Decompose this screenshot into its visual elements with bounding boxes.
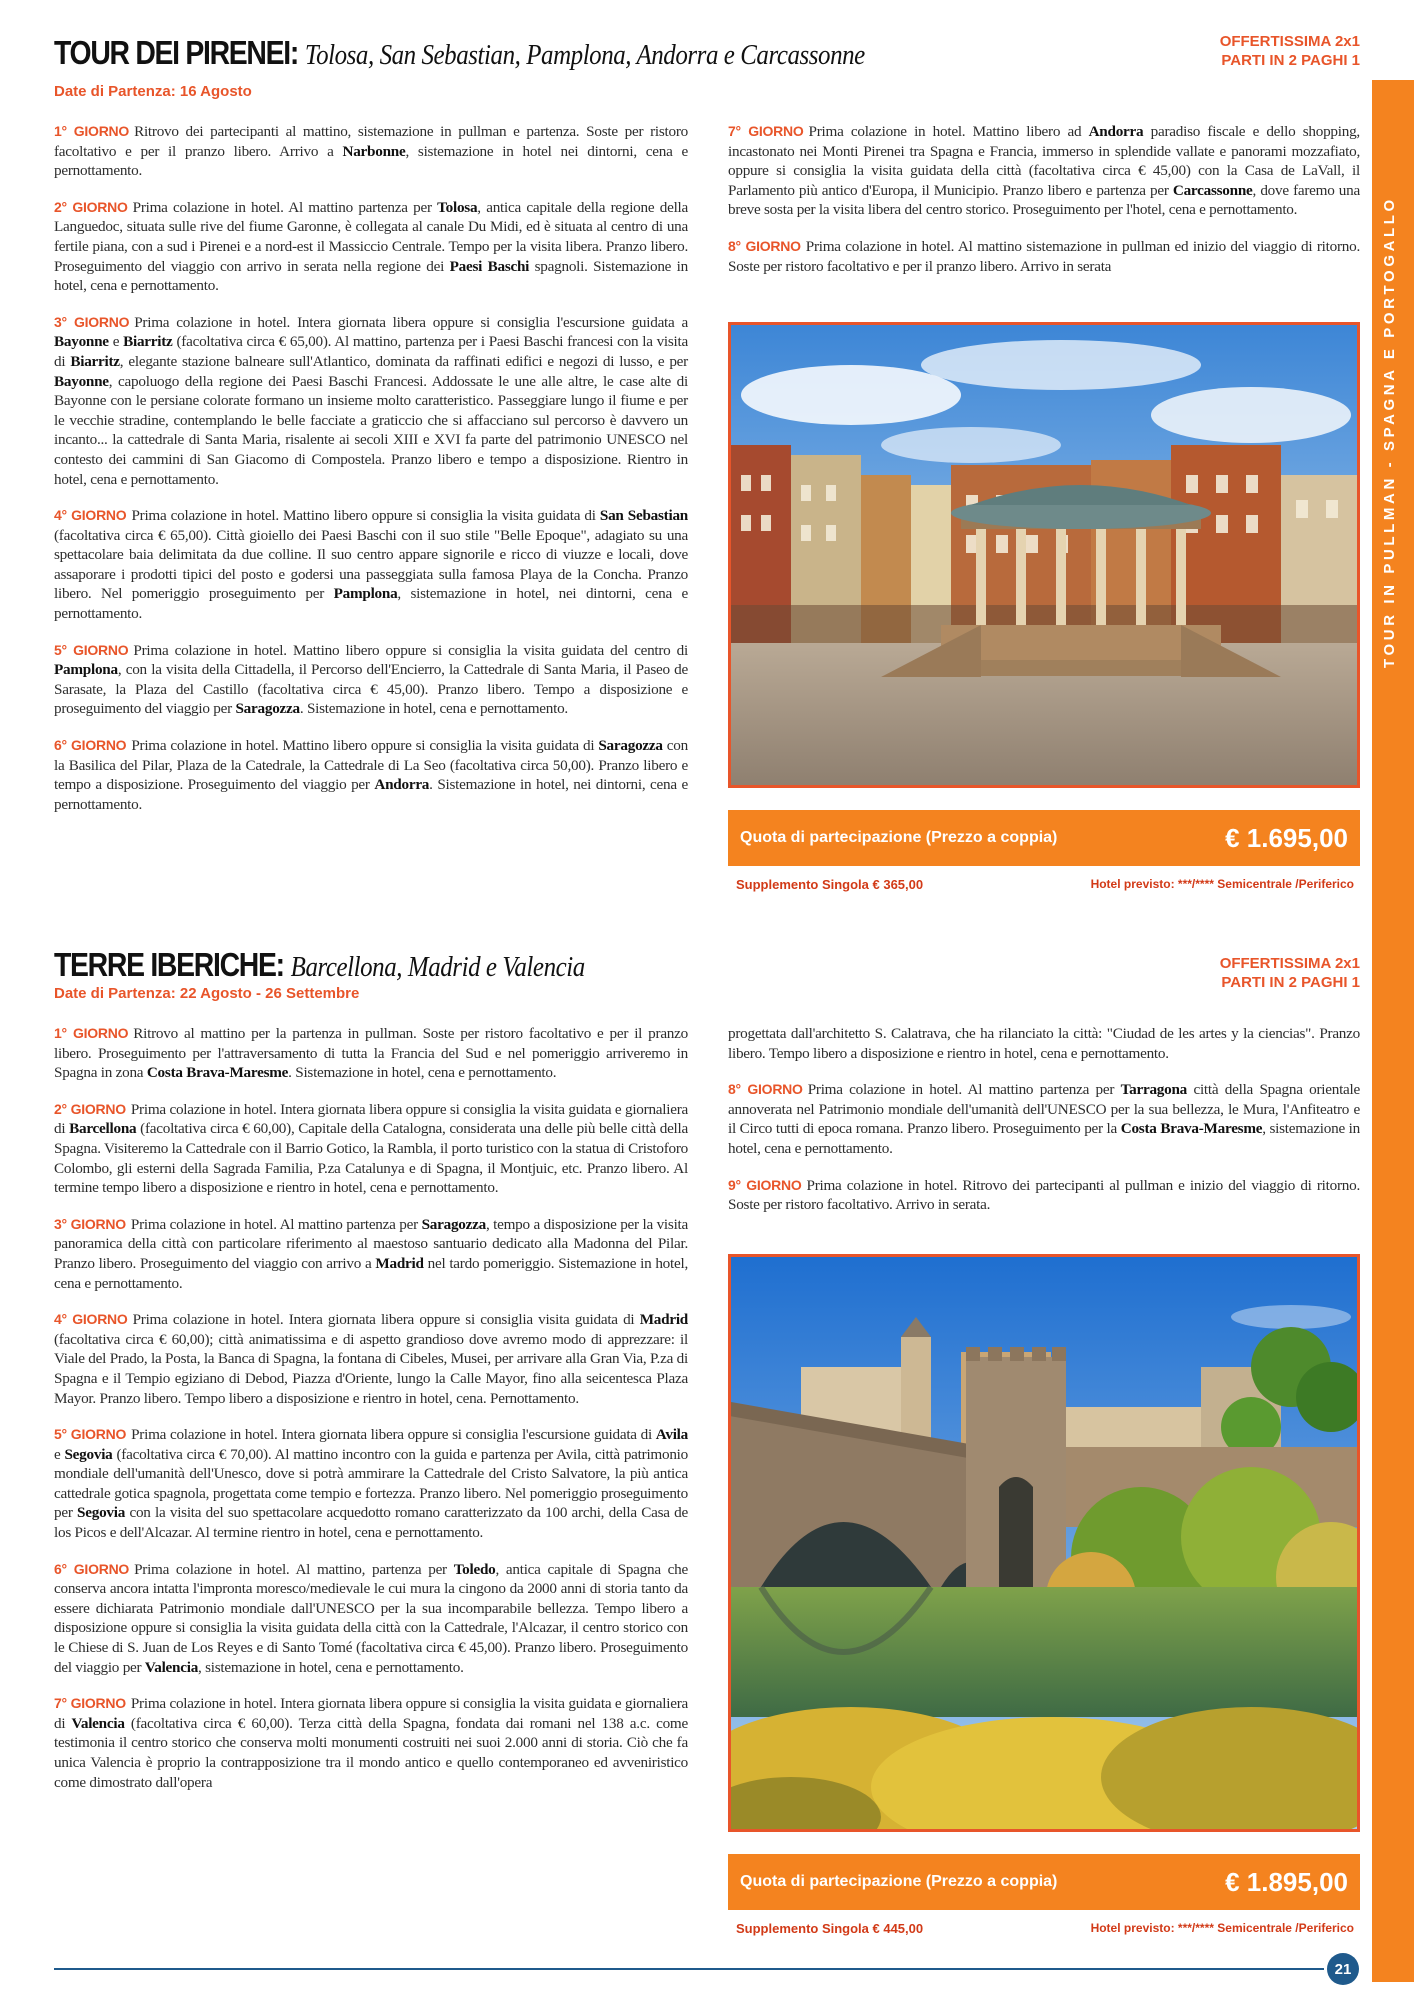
tour2-day6: 6° GIORNO Prima colazione in hotel. Al mattino, partenza per Toledo, antica capitale di Spagna che conserva ancora intatta l'impronta moresco/medievale le cui mura la cingono da 2000 anni di storia tanto da essere dichiarata Patrimonio mondiale dall'UNESCO per la sua incomparabile bellezza. Tempo libero a disposizione oppure si consiglia la visita guidata della città con la Cattedrale, l'Alcazar, il centro storico con le Chiese di S. Juan de Los Reyes e di Santo Tomé (facoltativa circa € 45,00). Pranzo libero. Proseguimento del viaggio per Valencia, sistemazione in hotel, cena e pernottamento. xyxy=(54,1560,688,1676)
tour1-price-bar xyxy=(728,810,1360,866)
tour2-offer-line2: PARTI IN 2 PAGHI 1 xyxy=(1221,974,1360,991)
tour2-day8: 8° GIORNO Prima colazione in hotel. Al mattino partenza per Tarragona città della Spagna orientale annoverata nel Patrimonio mondiale dell'umanità dell'UNESCO per la sua bellezza, le Mura, l'Anfiteatro e il Circo tutti di epoca romana. Pranzo libero. Proseguimento per la Costa Brava-Maresme, sistemazione in hotel, cena e pernottamento. xyxy=(728,1081,1360,1157)
tour1-day1: 1° GIORNO Ritrovo dei partecipanti al mattino, sistemazione in pullman e partenza. Soste per ristoro facoltativo e per il pranzo libero. Arrivo a Narbonne, sistemazione in hotel nei dintorni, cena e pernottamento. xyxy=(54,123,689,180)
toledo-bridge-illustration xyxy=(731,1257,1357,1829)
tour1-day6: 6° GIORNO Prima colazione in hotel. Mattino libero oppure si consiglia la visita guidata di Saragozza con la Basilica del Pilar, Plaza de la Catedrale, la Cattedrale di La Seo (facoltativa circa 50,00). Pranzo libero e tempo a disposizione. Proseguimento del viaggio per Andorra. Sistemazione in hotel, nei dintorni, cena e pernottamento. xyxy=(54,737,688,813)
footer-rule xyxy=(54,1968,1324,1970)
tour2-departure-dates: Date di Partenza: 22 Agosto - 26 Settembre xyxy=(54,985,360,1002)
tour1-supplement: Supplemento Singola € 365,00 xyxy=(736,877,924,892)
tour2-hotel-info: Hotel previsto: ***/**** Semicentrale /Periferico xyxy=(1090,1921,1354,1935)
page-number: 21 xyxy=(1327,1953,1359,1985)
tour2-offer xyxy=(1220,954,1360,992)
tour1-offer-line1: OFFERTISSIMA 2x1 xyxy=(1219,33,1360,50)
tour1-day8: 8° GIORNO Prima colazione in hotel. Al mattino sistemazione in pullman ed inizio del viaggio di ritorno. Soste per ristoro facoltativo e per il pranzo libero. Arrivo in serata xyxy=(728,237,1360,275)
tour1-heading xyxy=(54,34,865,72)
tour1-itinerary-left xyxy=(54,122,688,831)
tour2-title: TERRE IBERICHE: xyxy=(54,946,284,983)
tour1-itinerary-right xyxy=(728,122,1360,293)
tour2-day9: 9° GIORNO Prima colazione in hotel. Ritrovo dei partecipanti al pullman e inizio del viaggio di ritorno. Soste per ristoro facoltativo. Arrivo in serata. xyxy=(728,1176,1360,1214)
tour2-day7-cont: progettata dall'architetto S. Calatrava, che ha rilanciato la città: "Ciudad de les artes y la ciencias". Pranzo libero. Tempo libero a disposizione e rientro in hotel, cena e pernottamento. xyxy=(728,1025,1360,1062)
tour2-offer-line1: OFFERTISSIMA 2x1 xyxy=(1219,955,1360,972)
tour1-price-label: Quota di partecipazione (Prezzo a coppia) xyxy=(740,829,1058,846)
pamplona-plaza-photo xyxy=(728,322,1360,788)
tour2-supplement: Supplemento Singola € 445,00 xyxy=(736,1921,924,1936)
tour2-day5: 5° GIORNO Prima colazione in hotel. Intera giornata libera oppure si consiglia l'escursione guidata di Avila e Segovia (facoltativa circa € 70,00). Al mattino incontro con la guida e partenza per Avila, città patrimonio mondiale dell'umanità dell'Unesco, dove si potrà ammirare la Cattedrale del Cristo Salvatore, la più antica cattedrale gotica spagnola, progettata come tempio e fortezza. Pranzo libero. Nel pomeriggio proseguimento per Segovia con la visita del suo spettacolare acquedotto romano caratterizzato da 100 archi, della Casa de los Picos e dell'Alcazar. Al termine rientro in hotel, cena e pernottamento. xyxy=(54,1426,688,1542)
tour1-subtitle: Tolosa, San Sebastian, Pamplona, Andorra e Carcassonne xyxy=(304,39,865,71)
tour1-hotel-info: Hotel previsto: ***/**** Semicentrale /Periferico xyxy=(1090,877,1354,891)
tour2-subtitle: Barcellona, Madrid e Valencia xyxy=(290,951,585,983)
tour2-day4: 4° GIORNO Prima colazione in hotel. Intera giornata libera oppure si consiglia visita guidata di Madrid (facoltativa circa € 60,00); città animatissima e di aspetto grandioso dove avremo modo di apprezzare: il Viale del Prado, la Posta, la Banca di Spagna, la fontana di Cibeles, Musei, per arrivare alla Gran Via, P.za di Spagna e il Tempio egiziano di Debod, Piazza d'Oriente, lungo la Calle Mayor, fino alla seicentesca Plaza Mayor. Pranzo libero. Tempo libero a disposizione e rientro in hotel, cena. Pernottamento. xyxy=(54,1311,688,1407)
tour1-departure-dates: Date di Partenza: 16 Agosto xyxy=(54,83,252,100)
tour2-price-bar xyxy=(728,1854,1360,1910)
tour2-price-label: Quota di partecipazione (Prezzo a coppia) xyxy=(740,1873,1058,1890)
tour2-day1: 1° GIORNO Ritrovo al mattino per la partenza in pullman. Soste per ristoro facoltativo e per il pranzo libero. Proseguimento per l'attraversamento di tutta la Francia del Sud e nel pomeriggio arriveremo in Spagna in zona Costa Brava-Maresme. Sistemazione in hotel, cena e pernottamento. xyxy=(54,1025,688,1082)
tour1-offer xyxy=(1220,32,1360,70)
tour2-day2: 2° GIORNO Prima colazione in hotel. Intera giornata libera oppure si consiglia la visita guidata e giornaliera di Barcellona (facoltativa circa € 60,00), Capitale della Catalogna, considerata una delle più belle città della Spagna. Visiteremo la Cattedrale con il Barrio Gotico, la Rambla, il porto turistico con la statua di Cristoforo Colombo, gli esterni della Sagrada Familia, P.za Catalunya e di Spagna, il Montjuic, etc. Pranzo libero. Al termine tempo libero a disposizione e rientro in hotel, cena e pernottamento. xyxy=(54,1100,689,1197)
tour2-day3: 3° GIORNO Prima colazione in hotel. Al mattino partenza per Saragozza, tempo a disposizione per la visita panoramica della città con particolare riferimento al maestoso santuario dedicato alla Madonna del Pilar. Pranzo libero. Proseguimento del viaggio con arrivo a Madrid nel tardo pomeriggio. Sistemazione in hotel, cena e pernottamento. xyxy=(54,1215,688,1292)
tour1-day2: 2° GIORNO Prima colazione in hotel. Al mattino partenza per Tolosa, antica capitale della regione della Languedoc, situata sulle rive del fiume Garonne, è collegata al canale Du Midi, ed è situata al centro di una fertile piana, con a sud i Pirenei e a nord-est il Massiccio Centrale. Tempo per la visita libera. Pranzo libero. Proseguimento del viaggio con arrivo in serata nella regione dei Paesi Baschi spagnoli. Sistemazione in hotel, cena e pernottamento. xyxy=(54,198,688,295)
tour1-day4: 4° GIORNO Prima colazione in hotel. Mattino libero oppure si consiglia la visita guidata di San Sebastian (facoltativa circa € 65,00). Città gioiello dei Paesi Baschi con il suo stile "Belle Epoque", adagiato su una spettacolare baia delimitata da due colline. Il suo centro appare signorile e ricco di viuzze e locali, dove assaporare i prodotti tipici del posto e godersi una passeggiata sulla famosa Playa de la Concha. Pranzo libero. Nel pomeriggio proseguimento per Pamplona, sistemazione in hotel, nei dintorni, cena e pernottamento. xyxy=(54,507,689,623)
tour2-itinerary-right xyxy=(728,1024,1360,1232)
tour2-heading xyxy=(54,946,585,984)
tour1-title: TOUR DEI PIRENEI: xyxy=(54,34,299,71)
pamplona-plaza-illustration xyxy=(731,325,1357,785)
side-category-label: TOUR IN PULLMAN - SPAGNA E PORTOGALLO xyxy=(1381,196,1398,668)
tour1-offer-line2: PARTI IN 2 PAGHI 1 xyxy=(1221,52,1360,69)
tour1-day7: 7° GIORNO Prima colazione in hotel. Mattino libero ad Andorra paradiso fiscale e dello shopping, incastonato nei Monti Pirenei tra Spagna e Francia, immerso in splendide vallate e panorami mozzafiato, oppure si consiglia la visita guidata della città (facoltativa circa € 45,00) con la Casa de LaVall, il Parlamento più antico d'Europa, il Municipio. Pranzo libero e partenza per Carcassonne, dove faremo una breve sosta per la visita libera del centro storico. Proseguimento per l'hotel, cena e pernottamento. xyxy=(728,123,1360,219)
tour2-itinerary-left xyxy=(54,1024,688,1809)
tour2-day7: 7° GIORNO Prima colazione in hotel. Intera giornata libera oppure si consiglia la visita guidata e giornaliera di Valencia (facoltativa circa € 60,00). Terza città della Spagna, fondata dai romani nel 138 a.c. come testimonia il centro storico che conserva molti monumenti costruiti nei suoi 2.000 anni di storia. Ciò che fa unica Valencia è proprio la contrapposizione tra il mondo antico e quello contemporaneo ed avveniristico come dimostrato dall'opera xyxy=(54,1695,689,1791)
tour1-day5: 5° GIORNO Prima colazione in hotel. Mattino libero oppure si consiglia la visita guidata del centro di Pamplona, con la visita della Cittadella, il Percorso dell'Encierro, la Cattedrale di Santa Maria, il Paseo de Sarasate, la Plaza del Castillo (facoltativa circa € 45,00). Pranzo libero. Tempo a disposizione e proseguimento del viaggio per Saragozza. Sistemazione in hotel, cena e pernottamento. xyxy=(54,641,688,718)
tour1-day3: 3° GIORNO Prima colazione in hotel. Intera giornata libera oppure si consiglia l'escursione guidata a Bayonne e Biarritz (facoltativa circa € 65,00). Al mattino, partenza per i Paesi Baschi francesi con la visita di Biarritz, elegante stazione balneare sull'Atlantico, dominata da raffinati edifici e negozi di lusso, e per Bayonne, capoluogo della regione dei Paesi Baschi Francesi. Addossate le une alle altre, le case alte di Bayonne con le persiane colorate formano un insieme molto caratteristico. Passeggiare lungo il fiume e per le vecchie stradine, contemplando le belle facciate a graticcio che si affacciano sul percorso è davvero un incanto... la cattedrale di Santa Maria, risalente ai secoli XIII e XVI fa parte del patrimonio UNESCO nel contesto dei cammini di San Giacomo di Compostela. Pranzo libero e tempo a disposizione. Rientro in hotel, cena e pernottamento. xyxy=(54,313,688,488)
toledo-bridge-photo xyxy=(728,1254,1360,1832)
tour1-price: € 1.695,00 xyxy=(1225,822,1348,853)
tour2-price: € 1.895,00 xyxy=(1225,1866,1348,1897)
